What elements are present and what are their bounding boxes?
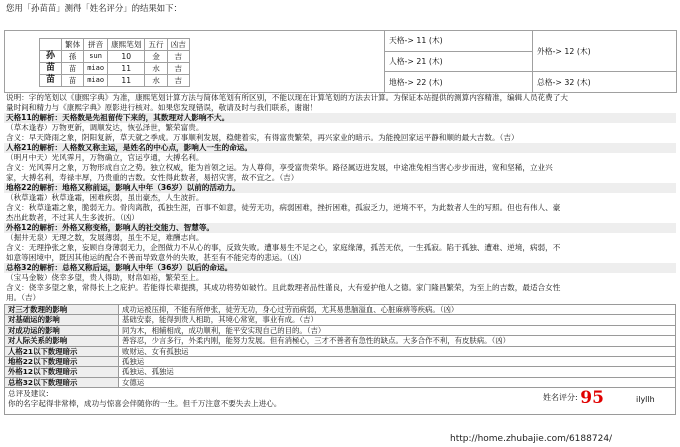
fortune-value: 孤独运、孤独运 — [119, 367, 676, 377]
char: 孙 — [40, 50, 62, 62]
analysis-line: 含义：早天降雨之象，阴阳复新，草天就之季成。万事顺利发展，稳健着实，有得富贵繁荣，再兴家业的暗示。为能挽回家运平静和顺的最大吉数。（吉） — [6, 133, 519, 142]
analysis-line: 量时间和精力与《康熙字典》原影进行核对。如果您发现错误，敬请及时与我们联系，谢谢！ — [6, 103, 318, 112]
strokes: 10 — [108, 50, 145, 62]
fortune-row — [5, 346, 676, 356]
header-jixiong: 凶吉 — [167, 38, 189, 50]
analysis-line: 杰出此数者，不过其人生多波折。（凶） — [6, 213, 139, 222]
pinyin: miao — [84, 62, 108, 74]
grid-row — [40, 62, 190, 74]
analysis-line: （草木逢春）万物更新，调顺发达，恢弘泽世，繁荣富贵。 — [6, 123, 204, 132]
tian-ge: 天格-> 11 (木) — [385, 31, 533, 52]
fortune-row — [5, 367, 676, 377]
fortune-row — [5, 305, 676, 315]
char: 苗 — [40, 74, 62, 86]
fortune-value: 基础安泰，能得到贵人相助，其境心常宽，事业有成。（吉） — [119, 315, 676, 325]
fortune-key: 对人际关系的影响 — [5, 336, 119, 346]
di-ge: 地格-> 22 (木) — [385, 72, 533, 93]
comment-text: 你的名字起得非常棒，成功与惊喜会伴随你的一生。但千万注意不要失去上进心。 — [8, 399, 282, 409]
comment-label: 总评及建议: — [8, 389, 49, 399]
ren-ge: 人格-> 21 (木) — [385, 51, 533, 72]
analysis-line: 如意等困境中，既因其他运的配合不善而导致意外的失败，甚至有不能完寿的悲运。（凶） — [6, 253, 306, 262]
pinyin: miao — [84, 74, 108, 86]
fortune-row — [5, 315, 676, 325]
jixiong: 吉 — [167, 74, 189, 86]
fortune-value: 善容忍，少言多行，外柔内刚，能努力发展。但有消極心，三才不善者有急性的缺点。大多合作不利，有皮肤病。（凶） — [119, 336, 676, 346]
fortune-value: 孤独运 — [119, 357, 676, 367]
fortune-key: 总格32以下数理暗示 — [5, 377, 119, 387]
name-summary-table — [4, 30, 677, 93]
grid-row — [40, 50, 190, 62]
analysis-section — [4, 93, 676, 303]
jixiong: 吉 — [167, 50, 189, 62]
analysis-line: 含义：秋草逢霜之象，脆弱无力。骨肉离散，孤独生涯，百事不如意，徒劳无功，病弱困难，挫折困难，孤寂乏力，逆境不平，为此数者人生的写照。但也有伟人、豪 — [6, 203, 561, 212]
username: ilyllh — [636, 395, 655, 405]
wuxing: 水 — [145, 74, 167, 86]
fortune-value: 成功运被压抑，不能有所伸张，徒劳无功，身心过劳而病弱，尤其易患脑溢血、心脏麻痹等疾病。（凶） — [119, 305, 676, 315]
analysis-line: 含义：侥幸多望之象，常得长上之庇护。若能得长辈提携，其成功将势如破竹。且此数理者品性谨良，大有爱护他人之德。家门隆昌繁荣，为至上的吉数，最适合女性 — [6, 283, 561, 292]
analysis-heading: 地格22的解析：地格又称前运，影响人中年（36岁）以前的活动力。 — [4, 183, 676, 193]
analysis-heading: 天格11的解析：天格数是先祖留传下来的，其数理对人影响不大。 — [4, 113, 676, 123]
fortune-key: 对成功运的影响 — [5, 325, 119, 335]
header-pinyin: 拼音 — [84, 38, 108, 50]
analysis-line: 含义：光风霁月之象，万物形成自立之势。独立权威，能为首领之运。为人尊仰，享受富贵荣华。路径属迈进发展，中途准兔相当害心步步而进，宽和坚稀，立业兴 — [6, 163, 553, 172]
header-trad: 繁体 — [62, 38, 84, 50]
intro-text: 您用「孙苗苗」测得「姓名评分」的结果如下： — [6, 3, 182, 13]
header-wuxing: 五行 — [145, 38, 167, 50]
overall-comment — [4, 388, 676, 415]
zong-ge: 总格-> 32 (木) — [533, 72, 677, 93]
analysis-heading: 外格12的解析：外格又称变格，影响人的社交能力、智慧等。 — [4, 223, 676, 233]
analysis-line: （掘井无泉）无理之数，发展薄弱，虽生不足，难酬志向。 — [6, 233, 204, 242]
fortune-row — [5, 357, 676, 367]
wuxing: 水 — [145, 62, 167, 74]
wai-ge: 外格-> 12 (木) — [533, 31, 677, 72]
score-box — [543, 388, 604, 409]
fortune-key: 外格12以下数理暗示 — [5, 367, 119, 377]
fortune-row — [5, 325, 676, 335]
trad: 苗 — [62, 62, 84, 74]
analysis-line: 家，大搏名利，寿禄丰厚，乃贵重的吉数。女性得此数者，易招灾害，故不宜之。（吉） — [6, 173, 299, 182]
analysis-line: （秋草逢霜）秋草逢霜，困难疾弱，虽出豪杰，人生波折。 — [6, 193, 204, 202]
fortune-value: 败财运、女有孤独运 — [119, 346, 676, 356]
score-label: 姓名评分: — [543, 393, 578, 403]
jixiong: 吉 — [167, 62, 189, 74]
strokes: 11 — [108, 74, 145, 86]
fortune-row — [5, 336, 676, 346]
trad: 苗 — [62, 74, 84, 86]
analysis-line: 说明：字的笔划以《康熙字典》为准，康熙笔划计算方法与简体笔划有所区别，不能以现在计算笔划的方法去计算。为保证本站提供的测算内容精准，编辑人员花费了大 — [6, 93, 568, 102]
header-strokes: 康熙笔划 — [108, 38, 145, 50]
watermark-url: http://home.zhubajie.com/6188724/ — [450, 434, 613, 444]
analysis-line: （宝马金鞍）侥幸多望，贵人得助，财帛如裕，繁荣至上。 — [6, 273, 204, 282]
grid-row — [40, 74, 190, 86]
score-value: 95 — [580, 388, 604, 409]
fortune-key: 地格22以下数理暗示 — [5, 357, 119, 367]
fortune-row — [5, 377, 676, 387]
analysis-heading: 人格21的解析：人格数又称主运，是姓名的中心点，影响人一生的命运。 — [4, 143, 676, 153]
grid-header-row — [40, 38, 190, 50]
trad: 孫 — [62, 50, 84, 62]
analysis-line: 用。（吉） — [6, 293, 41, 302]
fortune-table — [4, 304, 676, 388]
analysis-line: 含义：无理挣张之象，妄顾自身薄弱无力，企图做力不从心的事，反致失败。遭事易生不足之心，家庭缘薄，孤苦无依，一生孤寂。陷于孤独、遭难、逆境，病弱，不 — [6, 243, 561, 252]
analysis-line: （明月中天）光风霁月，万物确立，官运亨通，大搏名利。 — [6, 153, 204, 162]
pinyin: sun — [84, 50, 108, 62]
fortune-key: 对基础运的影响 — [5, 315, 119, 325]
fortune-value: 女德运 — [119, 377, 676, 387]
fortune-value: 同为木，相辅相成，成功顺利，能平安实现自己的目的。（吉） — [119, 325, 676, 335]
char: 苗 — [40, 62, 62, 74]
analysis-heading: 总格32的解析：总格又称后运，影响人中年（36岁）以后的命运。 — [4, 263, 676, 273]
name-character-grid — [5, 31, 385, 93]
strokes: 11 — [108, 62, 145, 74]
fortune-key: 对三才数理的影响 — [5, 305, 119, 315]
fortune-key: 人格21以下数理暗示 — [5, 346, 119, 356]
wuxing: 金 — [145, 50, 167, 62]
